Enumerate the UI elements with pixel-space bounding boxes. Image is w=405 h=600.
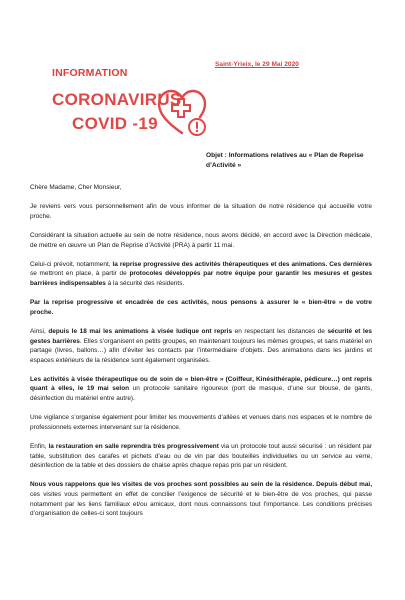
letter-date: Saint-Yrieix, le 29 Mai 2020 [215, 61, 299, 68]
letter-body [30, 183, 372, 519]
letter-subject: Objet : Informations relatives au « Plan de Reprise d’Activité » [206, 152, 364, 169]
heart-cross-warning-icon [156, 88, 208, 138]
covid-label: COVID -19 [72, 114, 158, 133]
salutation: Chère Madame, Cher Monsieur, [30, 184, 122, 191]
coronavirus-label: CORONAVIRUS [52, 90, 182, 109]
paragraph-restaurant: Enfin, la restauration en salle reprendra très progressivement via un protocole tout aussi sécurisé : un résident par table, substitution des carafes et pichets d’eau ou de vin par des bouteilles individuelles ou un service au verre, désinfection de la table et des dossiers de chaise après chaque repas pris par un résident. [30, 443, 372, 470]
paragraph-activities: Celui-ci prévoit, notamment, la reprise progressive des activités thérapeutiques et des animations. Ces dernières se mettront en place, à partir de protocoles développés par notre équipe pour garantir les mesures et gestes barrières indispensables à la sécurité des résidents. [30, 260, 372, 287]
paragraph-visits: Nous vous rappelons que les visites de vos proches sont possibles au sein de la résidence. Depuis début mai, ces visites vous permettent en effet de concilier l’exigence de sécurité et le bien-être de vos proches, qui passe notamment par les liens familiaux et/ou amicaux, dont nous connaissons tout l’importance. Les conditions précises d’organisation de celles-ci sont toujours [30, 481, 372, 518]
information-label: INFORMATION [52, 67, 128, 79]
paragraph-wellbeing: Par la reprise progressive et encadrée de ces activités, nous pensons à assurer le « bien-être » de votre proche. [30, 299, 372, 316]
paragraph-intro: Je reviens vers vous personnellement afin de vous informer de la situation de notre résidence qui accueille votre proche. [30, 203, 372, 220]
paragraph-care: Les activités à visée thérapeutique ou de soin de « bien-être » (Coiffeur, Kinésithérapie, pédicure…) ont repris quant à elles, le 19 mai selon un protocole sanitaire rigoureux (port de masque, d’une sur blouse, de gants, désinfection du matériel entre autre). [30, 375, 372, 403]
paragraph-pra: Considérant la situation actuelle au sein de notre résidence, nous avons décidé, en accord avec la Direction médicale, de mettre en œuvre un Plan de Reprise d’Activité (PRA) à partir 11 mai. [30, 231, 372, 249]
paragraph-animations: Ainsi, depuis le 18 mai les animations à visée ludique ont repris en respectant les distances de sécurité et les gestes barrières. Elles s’organisent en petits groupes, en maintenant toujours les mêmes groupes, et sans matériel en partage (livres, ballons…) afin d’éviter les contacts par l’intermédiaire d’objets. Des animations dans les jardins et espaces extérieurs de la résidence sont également organisées. [30, 327, 372, 364]
paragraph-vigilance: Une vigilance s’organise également pour limiter les mouvements d’allées et venues dans nos espaces et le nombre de professionnels externes intervenant sur la résidence. [30, 414, 372, 431]
